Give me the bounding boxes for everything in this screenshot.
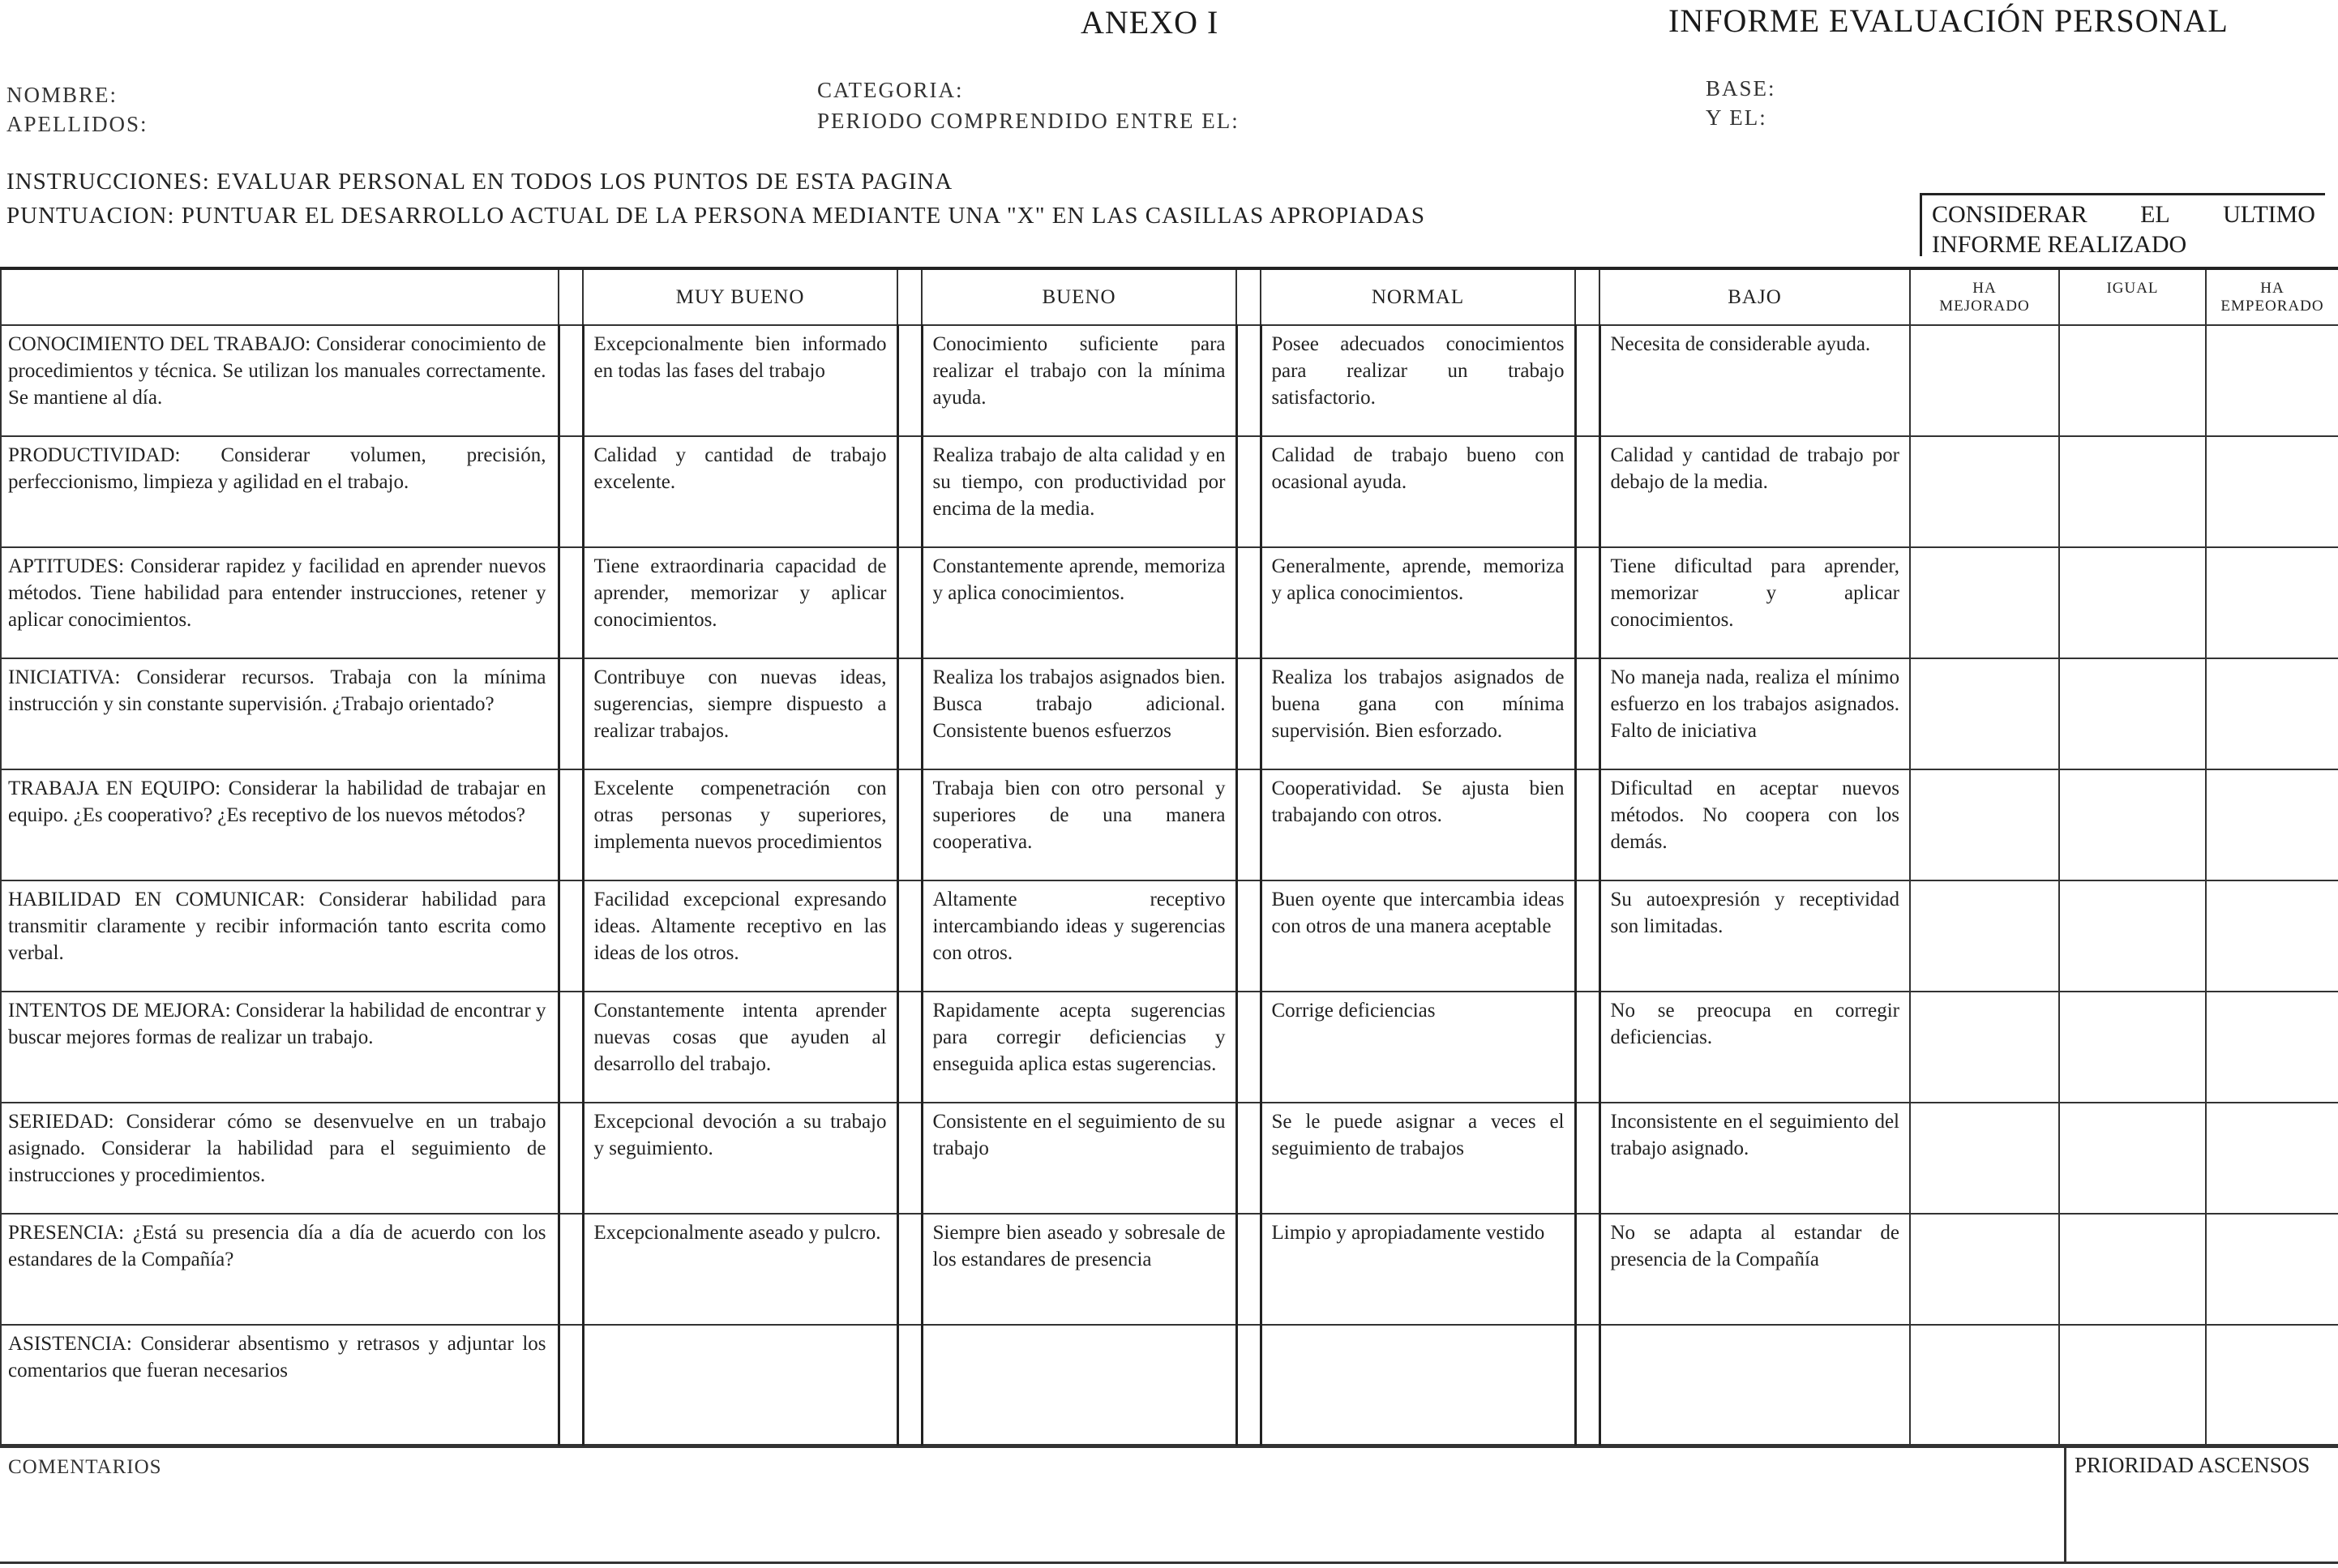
table-row xyxy=(1,1214,2338,1325)
rating-bueno-cell: Trabaja bien con otro personal y superiores de una manera cooperativa. xyxy=(922,769,1236,880)
base-label: BASE: xyxy=(1706,76,1776,101)
criterion-header xyxy=(1,268,559,325)
rating-bueno-cell: Realiza trabajo de alta calidad y en su tiempo, con productividad por encima de la media. xyxy=(922,436,1236,547)
rating-normal-cell: Generalmente, aprende, memoriza y aplica conocimientos. xyxy=(1261,547,1575,658)
table-header-row xyxy=(1,268,2338,325)
check-igual[interactable] xyxy=(2059,1103,2206,1214)
rating-muy-bueno-cell: Excepcional devoción a su trabajo y seguimiento. xyxy=(583,1103,897,1214)
check-igual[interactable] xyxy=(2059,658,2206,769)
mark-box-bajo[interactable] xyxy=(1575,1103,1599,1214)
check-igual[interactable] xyxy=(2059,1325,2206,1445)
mark-box-normal[interactable] xyxy=(1236,1214,1261,1325)
rating-muy-bueno-cell: Constantemente intenta aprender nuevas cosas que ayuden al desarrollo del trabajo. xyxy=(583,992,897,1103)
mark-box-bueno[interactable] xyxy=(897,1214,922,1325)
check-ha-mejorado[interactable] xyxy=(1910,1325,2059,1445)
table-row xyxy=(1,769,2338,880)
mark-box-muy-bueno[interactable] xyxy=(559,992,583,1103)
check-ha-empeorado[interactable] xyxy=(2206,658,2338,769)
check-igual[interactable] xyxy=(2059,880,2206,992)
rating-bajo-cell: Su autoexpresión y receptividad son limitadas. xyxy=(1599,880,1910,992)
criterion-cell: TRABAJA EN EQUIPO: Considerar la habilidad de trabajar en equipo. ¿Es cooperativo? ¿Es receptivo de los nuevos métodos? xyxy=(1,769,559,880)
table-row xyxy=(1,658,2338,769)
table-row xyxy=(1,325,2338,436)
consider-word-2: EL xyxy=(2140,201,2170,228)
col-header-bajo: BAJO xyxy=(1599,268,1910,325)
rating-muy-bueno-cell: Excepcionalmente aseado y pulcro. xyxy=(583,1214,897,1325)
check-ha-empeorado[interactable] xyxy=(2206,1325,2338,1445)
consider-word-3: ULTIMO xyxy=(2223,201,2315,228)
col-header-muy-bueno: MUY BUENO xyxy=(583,268,897,325)
col-header-igual: IGUAL xyxy=(2059,268,2206,325)
mark-box-muy-bueno[interactable] xyxy=(559,547,583,658)
categoria-label: CATEGORIA: xyxy=(817,78,964,102)
rating-normal-cell: Corrige deficiencias xyxy=(1261,992,1575,1103)
mark-box-muy-bueno[interactable] xyxy=(559,769,583,880)
rating-normal-cell: Buen oyente que intercambia ideas con otros de una manera aceptable xyxy=(1261,880,1575,992)
rating-bajo-cell: Tiene dificultad para aprender, memorizar y aplicar conocimientos. xyxy=(1599,547,1910,658)
check-igual[interactable] xyxy=(2059,1214,2206,1325)
rating-bajo-cell xyxy=(1599,1325,1910,1445)
mark-box-normal[interactable] xyxy=(1236,1103,1261,1214)
rating-muy-bueno-cell: Tiene extraordinaria capacidad de aprender, memorizar y aplicar conocimientos. xyxy=(583,547,897,658)
mark-box-bueno[interactable] xyxy=(897,992,922,1103)
mark-box-normal[interactable] xyxy=(1236,880,1261,992)
check-ha-empeorado[interactable] xyxy=(2206,547,2338,658)
col-header-ha-empeorado: HA EMPEORADO xyxy=(2206,268,2338,325)
check-ha-empeorado[interactable] xyxy=(2206,1103,2338,1214)
rating-normal-cell: Realiza los trabajos asignados de buena gana con mínima supervisión. Bien esforzado. xyxy=(1261,658,1575,769)
check-igual[interactable] xyxy=(2059,769,2206,880)
rating-bueno-cell: Siempre bien aseado y sobresale de los estandares de presencia xyxy=(922,1214,1236,1325)
check-ha-empeorado[interactable] xyxy=(2206,436,2338,547)
mark-box-muy-bueno[interactable] xyxy=(559,880,583,992)
check-ha-empeorado[interactable] xyxy=(2206,325,2338,436)
rating-muy-bueno-cell: Contribuye con nuevas ideas, sugerencias, siempre dispuesto a realizar trabajos. xyxy=(583,658,897,769)
mark-box-bajo[interactable] xyxy=(1575,325,1599,436)
mark-box-muy-bueno[interactable] xyxy=(559,436,583,547)
rating-muy-bueno-cell: Facilidad excepcional expresando ideas. Altamente receptivo en las ideas de los otros. xyxy=(583,880,897,992)
promotion-priority-label: PRIORIDAD ASCENSOS xyxy=(2075,1453,2310,1477)
check-ha-empeorado[interactable] xyxy=(2206,769,2338,880)
mark-box-normal[interactable] xyxy=(1236,992,1261,1103)
rating-normal-cell: Calidad de trabajo bueno con ocasional ayuda. xyxy=(1261,436,1575,547)
mark-box-normal[interactable] xyxy=(1236,325,1261,436)
consider-last-report-box xyxy=(1920,193,2325,256)
rating-bajo-cell: Calidad y cantidad de trabajo por debajo de la media. xyxy=(1599,436,1910,547)
mark-box-bueno[interactable] xyxy=(897,1103,922,1214)
mark-box-muy-bueno[interactable] xyxy=(559,1103,583,1214)
check-ha-empeorado[interactable] xyxy=(2206,992,2338,1103)
mark-box-bajo[interactable] xyxy=(1575,658,1599,769)
mark-box-bueno[interactable] xyxy=(897,769,922,880)
table-row xyxy=(1,880,2338,992)
periodo-label: PERIODO COMPRENDIDO ENTRE EL: xyxy=(817,109,1240,133)
report-title: INFORME EVALUACIÓN PERSONAL xyxy=(1668,2,2229,39)
rating-bueno-cell: Rapidamente acepta sugerencias para corregir deficiencias y enseguida aplica estas sugerencias. xyxy=(922,992,1236,1103)
check-ha-mejorado[interactable] xyxy=(1910,1103,2059,1214)
nombre-label: NOMBRE: xyxy=(6,83,118,107)
check-ha-mejorado[interactable] xyxy=(1910,992,2059,1103)
rating-muy-bueno-cell: Excelente compenetración con otras personas y superiores, implementa nuevos procedimientos xyxy=(583,769,897,880)
col-header-bueno: BUENO xyxy=(922,268,1236,325)
instructions-text: INSTRUCCIONES: EVALUAR PERSONAL EN TODOS LOS PUNTOS DE ESTA PAGINA xyxy=(6,169,953,195)
rating-muy-bueno-cell xyxy=(583,1325,897,1445)
check-ha-mejorado[interactable] xyxy=(1910,658,2059,769)
rating-bueno-cell xyxy=(922,1325,1236,1445)
table-row xyxy=(1,436,2338,547)
mark-box-bueno[interactable] xyxy=(897,325,922,436)
rating-bueno-cell: Constantemente aprende, memoriza y aplica conocimientos. xyxy=(922,547,1236,658)
criterion-cell: APTITUDES: Considerar rapidez y facilidad en aprender nuevos métodos. Tiene habilidad para entender instrucciones, retener y aplicar conocimientos. xyxy=(1,547,559,658)
check-igual[interactable] xyxy=(2059,325,2206,436)
comments-section[interactable] xyxy=(0,1446,2338,1564)
rating-normal-cell: Limpio y apropiadamente vestido xyxy=(1261,1214,1575,1325)
mark-box-bueno[interactable] xyxy=(897,436,922,547)
mark-box-muy-bueno[interactable] xyxy=(559,658,583,769)
rating-bajo-cell: No se preocupa en corregir deficiencias. xyxy=(1599,992,1910,1103)
mark-box-bajo[interactable] xyxy=(1575,1214,1599,1325)
rating-bueno-cell: Realiza los trabajos asignados bien. Busca trabajo adicional. Consistente buenos esfuerzos xyxy=(922,658,1236,769)
criterion-cell: INTENTOS DE MEJORA: Considerar la habilidad de encontrar y buscar mejores formas de realizar un trabajo. xyxy=(1,992,559,1103)
apellidos-label: APELLIDOS: xyxy=(6,112,148,136)
check-ha-mejorado[interactable] xyxy=(1910,880,2059,992)
criterion-cell: INICIATIVA: Considerar recursos. Trabaja con la mínima instrucción y sin constante supervisión. ¿Trabajo orientado? xyxy=(1,658,559,769)
criterion-cell: PRESENCIA: ¿Está su presencia día a día de acuerdo con los estandares de la Compañía? xyxy=(1,1214,559,1325)
rating-bueno-cell: Consistente en el seguimiento de su trabajo xyxy=(922,1103,1236,1214)
mark-box-muy-bueno[interactable] xyxy=(559,325,583,436)
criterion-cell: ASISTENCIA: Considerar absentismo y retrasos y adjuntar los comentarios que fueran necesarios xyxy=(1,1325,559,1445)
rating-muy-bueno-cell: Excepcionalmente bien informado en todas las fases del trabajo xyxy=(583,325,897,436)
col-header-normal: NORMAL xyxy=(1261,268,1575,325)
table-row xyxy=(1,1325,2338,1445)
mark-box-muy-bueno[interactable] xyxy=(559,1325,583,1445)
criterion-cell: CONOCIMIENTO DEL TRABAJO: Considerar conocimiento de procedimientos y técnica. Se utilizan los manuales correctamente. Se mantiene al día. xyxy=(1,325,559,436)
mark-box-bajo[interactable] xyxy=(1575,436,1599,547)
criterion-cell: HABILIDAD EN COMUNICAR: Considerar habilidad para transmitir claramente y recibir información tanto escrita como verbal. xyxy=(1,880,559,992)
consider-line-2: INFORME REALIZADO xyxy=(1932,231,2187,258)
col-header-ha-mejorado: HA MEJORADO xyxy=(1910,268,2059,325)
mark-box-bueno[interactable] xyxy=(897,658,922,769)
check-ha-mejorado[interactable] xyxy=(1910,769,2059,880)
rating-bajo-cell: No maneja nada, realiza el mínimo esfuerzo en los trabajos asignados. Falto de iniciativa xyxy=(1599,658,1910,769)
consider-word-1: CONSIDERAR xyxy=(1932,201,2088,228)
comments-label: COMENTARIOS xyxy=(8,1456,162,1478)
rating-bajo-cell: Dificultad en aceptar nuevos métodos. No coopera con los demás. xyxy=(1599,769,1910,880)
promotion-priority-box[interactable] xyxy=(2064,1448,2338,1562)
y-el-label: Y EL: xyxy=(1706,105,1767,130)
evaluation-table xyxy=(0,267,2338,1446)
table-row xyxy=(1,992,2338,1103)
rating-bueno-cell: Altamente receptivo intercambiando ideas y sugerencias con otros. xyxy=(922,880,1236,992)
mark-box-bajo[interactable] xyxy=(1575,1325,1599,1445)
rating-bajo-cell: No se adapta al estandar de presencia de la Compañía xyxy=(1599,1214,1910,1325)
mark-box-normal[interactable] xyxy=(1236,436,1261,547)
mark-box-normal[interactable] xyxy=(1236,769,1261,880)
check-ha-mejorado[interactable] xyxy=(1910,547,2059,658)
table-row xyxy=(1,547,2338,658)
rating-normal-cell xyxy=(1261,1325,1575,1445)
mark-box-normal[interactable] xyxy=(1236,1325,1261,1445)
rating-normal-cell: Posee adecuados conocimientos para realizar un trabajo satisfactorio. xyxy=(1261,325,1575,436)
check-igual[interactable] xyxy=(2059,436,2206,547)
rating-normal-cell: Cooperatividad. Se ajusta bien trabajando con otros. xyxy=(1261,769,1575,880)
mark-box-bajo[interactable] xyxy=(1575,880,1599,992)
mark-box-bajo[interactable] xyxy=(1575,769,1599,880)
rating-bajo-cell: Inconsistente en el seguimiento del trabajo asignado. xyxy=(1599,1103,1910,1214)
rating-normal-cell: Se le puede asignar a veces el seguimiento de trabajos xyxy=(1261,1103,1575,1214)
mark-box-bueno[interactable] xyxy=(897,1325,922,1445)
table-row xyxy=(1,1103,2338,1214)
annex-title: ANEXO I xyxy=(1081,4,1219,41)
mark-box-bueno[interactable] xyxy=(897,880,922,992)
check-ha-empeorado[interactable] xyxy=(2206,1214,2338,1325)
criterion-cell: PRODUCTIVIDAD: Considerar volumen, precisión, perfeccionismo, limpieza y agilidad en el trabajo. xyxy=(1,436,559,547)
mark-box-normal[interactable] xyxy=(1236,547,1261,658)
mark-box-muy-bueno[interactable] xyxy=(559,1214,583,1325)
mark-box-bajo[interactable] xyxy=(1575,547,1599,658)
criterion-cell: SERIEDAD: Considerar cómo se desenvuelve en un trabajo asignado. Considerar la habilidad para el seguimiento de instrucciones y procedimientos. xyxy=(1,1103,559,1214)
mark-box-bueno[interactable] xyxy=(897,547,922,658)
rating-muy-bueno-cell: Calidad y cantidad de trabajo excelente. xyxy=(583,436,897,547)
check-igual[interactable] xyxy=(2059,547,2206,658)
check-ha-mejorado[interactable] xyxy=(1910,436,2059,547)
check-ha-empeorado[interactable] xyxy=(2206,880,2338,992)
check-ha-mejorado[interactable] xyxy=(1910,325,2059,436)
mark-box-bajo[interactable] xyxy=(1575,992,1599,1103)
mark-box-normal[interactable] xyxy=(1236,658,1261,769)
check-ha-mejorado[interactable] xyxy=(1910,1214,2059,1325)
scoring-text: PUNTUACION: PUNTUAR EL DESARROLLO ACTUAL DE LA PERSONA MEDIANTE UNA "X" EN LAS CASILLAS APROPIADAS xyxy=(6,203,1426,229)
rating-bajo-cell: Necesita de considerable ayuda. xyxy=(1599,325,1910,436)
rating-bueno-cell: Conocimiento suficiente para realizar el trabajo con la mínima ayuda. xyxy=(922,325,1236,436)
check-igual[interactable] xyxy=(2059,992,2206,1103)
